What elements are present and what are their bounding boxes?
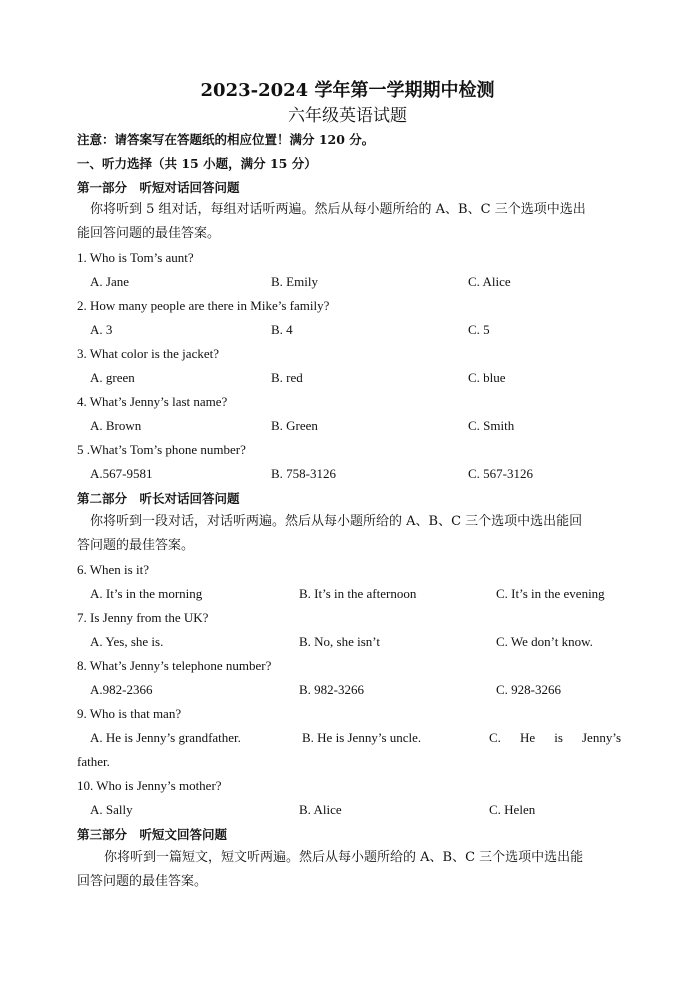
option-9c-wrap: father.: [77, 754, 110, 769]
part2-heading: 第二部分 听长对话回答问题: [77, 491, 240, 506]
option-8c: C. 928-3266: [496, 682, 561, 697]
option-9c-word: Jenny’s: [582, 730, 621, 745]
question-7: 7. Is Jenny from the UK?: [77, 610, 209, 625]
part3-heading: 第三部分 听短文回答问题: [77, 827, 228, 842]
option-5b: B. 758-3126: [271, 466, 336, 481]
option-3b: B. red: [271, 370, 303, 385]
question-3: 3. What color is the jacket?: [77, 346, 219, 361]
option-9b: B. He is Jenny’s uncle.: [302, 730, 422, 745]
option-7a: A. Yes, she is.: [90, 634, 164, 649]
part3-instruction-line1: 你将听到一篇短文，短文听两遍。然后从每小题所给的 A、B、C 三个选项中选出能: [104, 850, 584, 865]
option-6a: A. It’s in the morning: [90, 586, 203, 601]
option-9c-word: He: [520, 730, 536, 745]
page-subtitle: 六年级英语试题: [288, 106, 407, 126]
option-3a: A. green: [90, 370, 135, 385]
option-4c: C. Smith: [468, 418, 515, 433]
option-5a: A.567-9581: [90, 466, 153, 481]
option-2c: C. 5: [468, 322, 490, 337]
option-7c: C. We don’t know.: [496, 634, 593, 649]
question-4: 4. What’s Jenny’s last name?: [77, 394, 228, 409]
option-1c: C. Alice: [468, 274, 511, 289]
option-8a: A.982-2366: [90, 682, 153, 697]
question-10: 10. Who is Jenny’s mother?: [77, 778, 222, 793]
option-9c-word: is: [554, 730, 563, 745]
option-10b: B. Alice: [299, 802, 342, 817]
option-6b: B. It’s in the afternoon: [299, 586, 417, 601]
option-1b: B. Emily: [271, 274, 318, 289]
option-5c: C. 567-3126: [468, 466, 533, 481]
option-3c: C. blue: [468, 370, 506, 385]
option-9c: [489, 730, 621, 746]
option-4b: B. Green: [271, 418, 318, 433]
part1-heading: 第一部分 听短对话回答问题: [77, 180, 240, 195]
option-9c-word: C.: [489, 730, 501, 745]
question-5: 5 .What’s Tom’s phone number?: [77, 442, 246, 457]
option-8b: B. 982-3266: [299, 682, 364, 697]
section-heading: 一、听力选择（共 15 小题，满分 15 分）: [77, 156, 317, 171]
option-10a: A. Sally: [90, 802, 133, 817]
question-6: 6. When is it?: [77, 562, 149, 577]
page-title: 2023-2024 学年第一学期期中检测: [200, 80, 495, 101]
option-6c: C. It’s in the evening: [496, 586, 605, 601]
option-10c: C. Helen: [489, 802, 536, 817]
part2-instruction-line1: 你将听到一段对话，对话听两遍。然后从每小题所给的 A、B、C 三个选项中选出能回: [90, 514, 583, 529]
option-2a: A. 3: [90, 322, 113, 337]
part1-instruction-line2: 能回答问题的最佳答案。: [77, 226, 221, 241]
question-2: 2. How many people are there in Mike’s family?: [77, 298, 330, 313]
option-7b: B. No, she isn’t: [299, 634, 381, 649]
part2-instruction-line2: 答问题的最佳答案。: [77, 538, 195, 553]
option-9a: A. He is Jenny’s grandfather.: [90, 730, 241, 745]
part1-instruction-line1: 你将听到 5 组对话，每组对话听两遍。然后从每小题所给的 A、B、C 三个选项中选出: [90, 202, 586, 217]
option-4a: A. Brown: [90, 418, 142, 433]
part3-instruction-line2: 回答问题的最佳答案。: [77, 874, 208, 889]
question-8: 8. What’s Jenny’s telephone number?: [77, 658, 272, 673]
question-1: 1. Who is Tom’s aunt?: [77, 250, 194, 265]
option-1a: A. Jane: [90, 274, 129, 289]
question-9: 9. Who is that man?: [77, 706, 182, 721]
option-2b: B. 4: [271, 322, 293, 337]
notice: 注意：请答案写在答题纸的相应位置！满分 120 分。: [77, 132, 375, 147]
